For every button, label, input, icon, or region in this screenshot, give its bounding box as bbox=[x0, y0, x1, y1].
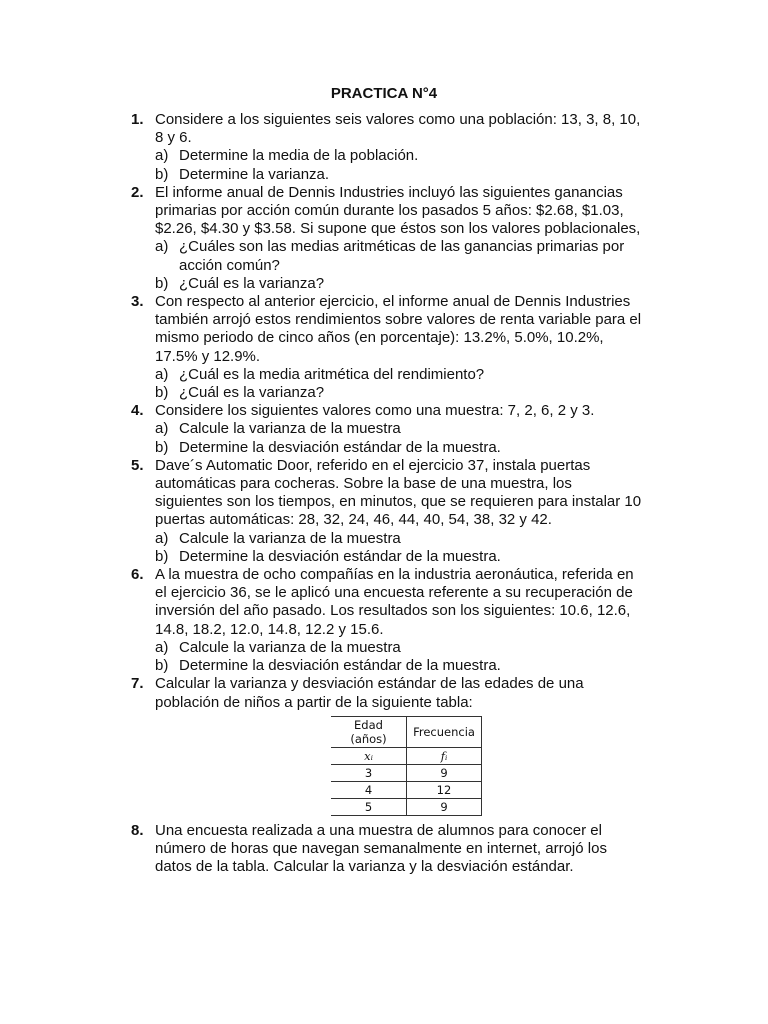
sub-question bbox=[155, 166, 675, 184]
exercise-number: 6. bbox=[131, 566, 144, 584]
table-row bbox=[331, 798, 482, 815]
table-cell: 5 bbox=[331, 798, 407, 815]
exercise-text-line: A la muestra de ocho compañías en la industria aeronáutica, referida en bbox=[155, 566, 634, 584]
exercise-number: 4. bbox=[131, 402, 144, 420]
exercise-item bbox=[131, 402, 675, 457]
sub-question-label: a) bbox=[155, 238, 169, 256]
exercise-item bbox=[131, 821, 675, 877]
exercise-item bbox=[131, 183, 675, 293]
sub-question bbox=[155, 439, 675, 457]
exercise-text-line: datos de la tabla. Calcular la varianza y la desviación estándar. bbox=[155, 858, 574, 876]
exercise-text-line: primarias por acción común durante los pasados 5 años: $2.68, $1.03, bbox=[155, 202, 624, 220]
sub-question-label: b) bbox=[155, 657, 169, 675]
exercise-text-line: Calcular la varianza y desviación estándar de las edades de una bbox=[155, 675, 584, 693]
table-symbol-row bbox=[331, 747, 482, 764]
table-cell: 12 bbox=[407, 781, 482, 798]
table-symbol-cell: xᵢ bbox=[331, 747, 407, 764]
sub-question-text: Determine la desviación estándar de la muestra. bbox=[179, 657, 501, 675]
exercise-text-line: 14.8, 18.2, 12.0, 14.8, 12.2 y 15.6. bbox=[155, 620, 384, 638]
exercise-text-line: población de niños a partir de la siguiente tabla: bbox=[155, 693, 473, 711]
sub-question bbox=[155, 420, 675, 438]
table-header-cell: Edad (años) bbox=[331, 716, 407, 747]
exercise-text-line: Una encuesta realizada a una muestra de alumnos para conocer el bbox=[155, 821, 602, 839]
exercise-text-line: puertas automáticas: 28, 32, 24, 46, 44, 40, 54, 38, 32 y 42. bbox=[155, 511, 552, 529]
table-row bbox=[331, 781, 482, 798]
exercise-text-line: inversión del año pasado. Los resultados son los siguientes: 10.6, 12.6, bbox=[155, 602, 631, 620]
exercise-text-line: Con respecto al anterior ejercicio, el informe anual de Dennis Industries bbox=[155, 293, 631, 311]
table-cell: 3 bbox=[331, 764, 407, 781]
table-cell: 9 bbox=[407, 764, 482, 781]
sub-question-text: Calcule la varianza de la muestra bbox=[179, 420, 401, 438]
sub-question-label: a) bbox=[155, 638, 169, 656]
sub-question bbox=[155, 530, 675, 548]
exercise-text-line: 17.5% y 12.9%. bbox=[155, 347, 261, 365]
table-header-row bbox=[331, 716, 482, 747]
exercise-number: 1. bbox=[131, 111, 144, 128]
sub-question bbox=[155, 238, 675, 274]
exercise-text-line: $2.26, $4.30 y $3.58. Si supone que éstos son los valores poblacionales, bbox=[155, 220, 641, 238]
exercise-text-line: El informe anual de Dennis Industries incluyó las siguientes ganancias bbox=[155, 183, 623, 201]
exercise-text-line: también arrojó estos rendimientos sobre valores de renta variable para el bbox=[155, 311, 642, 329]
exercise-item bbox=[131, 111, 675, 184]
sub-question bbox=[155, 548, 675, 566]
sub-question bbox=[155, 657, 675, 675]
exercise-list bbox=[131, 111, 675, 876]
table-header-cell: Frecuencia bbox=[407, 716, 482, 747]
exercise-text-line: mismo periodo de cinco años (en porcentaje): 13.2%, 5.0%, 10.2%, bbox=[155, 329, 604, 347]
sub-question-text: ¿Cuál es la varianza? bbox=[179, 384, 325, 402]
exercise-number: 3. bbox=[131, 293, 144, 311]
sub-question-label: a) bbox=[155, 420, 169, 438]
table-row bbox=[331, 764, 482, 781]
table-cell: 9 bbox=[407, 798, 482, 815]
sub-question-label: b) bbox=[155, 438, 169, 456]
table-symbol-cell: fᵢ bbox=[407, 747, 482, 764]
sub-question bbox=[155, 639, 675, 657]
exercise-text-line: Considere a los siguientes seis valores como una población: 13, 3, 8, 10, bbox=[155, 111, 641, 128]
sub-question-label: b) bbox=[155, 274, 169, 292]
sub-question-label: b) bbox=[155, 547, 169, 565]
exercise-item bbox=[131, 566, 675, 675]
sub-question bbox=[155, 147, 675, 165]
exercise-text-line: siguientes son los tiempos, en minutos, que se requieren para instalar 10 bbox=[155, 493, 642, 511]
sub-question-text: Calcule la varianza de la muestra bbox=[179, 638, 401, 656]
frequency-table bbox=[331, 716, 482, 816]
sub-question bbox=[155, 384, 675, 402]
sub-question bbox=[155, 366, 675, 384]
exercise-number: 7. bbox=[131, 675, 144, 693]
exercise-text-line: Dave´s Automatic Door, referido en el ejercicio 37, instala puertas bbox=[155, 456, 591, 474]
sub-question-label: a) bbox=[155, 529, 169, 547]
sub-question-label: b) bbox=[155, 384, 169, 402]
exercise-item bbox=[131, 456, 675, 566]
exercise-number: 5. bbox=[131, 456, 144, 474]
sub-question-text: Determine la varianza. bbox=[179, 165, 330, 183]
table-cell: 4 bbox=[331, 781, 407, 798]
sub-question bbox=[155, 275, 675, 293]
sub-question-text: Calcule la varianza de la muestra bbox=[179, 529, 401, 547]
sub-question-text: Determine la desviación estándar de la muestra. bbox=[179, 547, 501, 565]
sub-question-text: ¿Cuál es la varianza? bbox=[179, 274, 325, 292]
sub-question-label: a) bbox=[155, 147, 169, 165]
exercise-item bbox=[131, 675, 675, 815]
exercise-number: 8. bbox=[131, 821, 144, 839]
sub-question-text: Determine la media de la población. bbox=[179, 147, 419, 165]
sub-question-label: b) bbox=[155, 165, 169, 183]
sub-question-text: ¿Cuáles son las medias aritméticas de las ganancias primarias por bbox=[179, 238, 625, 256]
page-title: PRACTICA N°4 bbox=[330, 85, 438, 102]
exercise-text-line: Considere los siguientes valores como una muestra: 7, 2, 6, 2 y 3. bbox=[155, 402, 595, 420]
sub-question-text: ¿Cuál es la media aritmética del rendimiento? bbox=[179, 365, 485, 383]
sub-question-text: Determine la desviación estándar de la muestra. bbox=[179, 438, 501, 456]
exercise-text-line: automáticas para cocheras. Sobre la base de una muestra, los bbox=[155, 475, 572, 493]
sub-question-text: acción común? bbox=[179, 256, 280, 274]
exercise-text-line: el ejercicio 36, se le aplicó una encuesta referente a su recuperación de bbox=[155, 584, 633, 602]
exercise-text-line: número de horas que navegan semanalmente en internet, arrojó los bbox=[155, 839, 607, 857]
exercise-text-line: 8 y 6. bbox=[155, 129, 192, 147]
sub-question-label: a) bbox=[155, 365, 169, 383]
exercise-item bbox=[131, 293, 675, 402]
exercise-number: 2. bbox=[131, 183, 144, 201]
